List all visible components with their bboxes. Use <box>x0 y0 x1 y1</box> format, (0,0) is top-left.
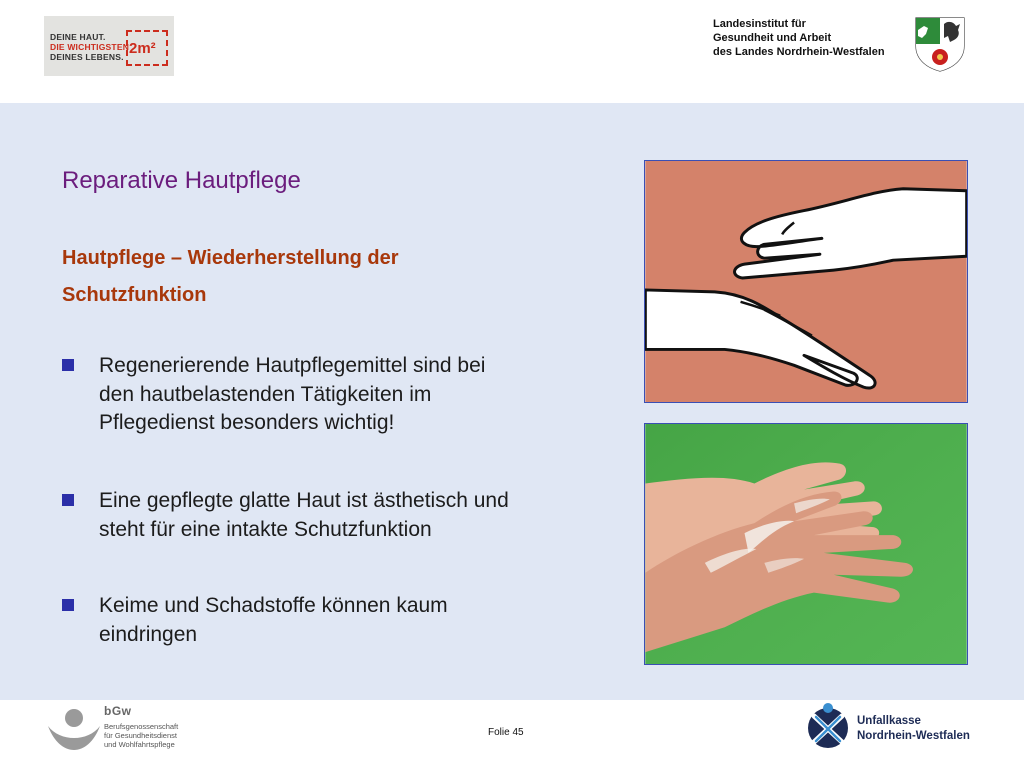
bullet-line: Regenerierende Hautpflegemittel sind bei <box>99 354 486 377</box>
bullet-text <box>99 352 619 438</box>
uk-line: Nordrhein-Westfalen <box>857 730 970 742</box>
bgw-brand: bGw <box>104 704 132 718</box>
unfallkasse-figure-icon <box>806 702 850 752</box>
subtitle-line: Schutzfunktion <box>62 284 207 306</box>
bgw-person-icon <box>44 706 104 752</box>
deine-haut-logo <box>44 16 174 76</box>
slide-title: Reparative Hautpflege <box>62 167 301 194</box>
slide-number: Folie 45 <box>488 727 524 738</box>
bullet-line: eindringen <box>99 622 198 646</box>
bullet-square-icon <box>62 494 74 506</box>
unfallkasse-name <box>857 714 970 744</box>
uk-line: Unfallkasse <box>857 715 921 727</box>
bgw-line: und Wohlfahrtspflege <box>104 740 175 749</box>
logo-line-3: DEINES LEBENS. <box>50 52 124 62</box>
logo-badge: 2m² <box>129 40 156 57</box>
bgw-line: Berufsgenossenschaft <box>104 722 179 731</box>
institute-name <box>713 17 913 59</box>
bullet-line: Pflegedienst besonders wichtig! <box>99 411 395 434</box>
bullet-line: den hautbelastenden Tätigkeiten im <box>99 382 432 406</box>
bullet-line: Eine gepflegte glatte Haut ist ästhetisch und <box>99 489 509 512</box>
hands-cream-photo <box>644 423 968 665</box>
hands-drawing-image <box>644 160 968 403</box>
institute-line: des Landes Nordrhein-Westfalen <box>713 46 885 58</box>
nrw-coat-of-arms-icon <box>914 16 966 72</box>
bullet-square-icon <box>62 599 74 611</box>
bgw-line: für Gesundheitsdienst <box>104 731 177 740</box>
bullet-line: Keime und Schadstoffe können kaum <box>99 594 448 617</box>
institute-line: Landesinstitut für <box>713 18 806 30</box>
logo-line-1: DEINE HAUT. <box>50 32 106 42</box>
institute-line: Gesundheit und Arbeit <box>713 32 832 44</box>
bullet-square-icon <box>62 359 74 371</box>
bullet-text <box>99 592 619 649</box>
bullet-line: steht für eine intakte Schutzfunktion <box>99 517 432 541</box>
bullet-text <box>99 487 619 544</box>
subtitle-line: Hautpflege – Wiederherstellung der <box>62 247 399 269</box>
bgw-name <box>104 722 214 749</box>
logo-line-2: DIE WICHTIGSTEN <box>50 42 130 52</box>
slide-subtitle <box>62 240 532 314</box>
